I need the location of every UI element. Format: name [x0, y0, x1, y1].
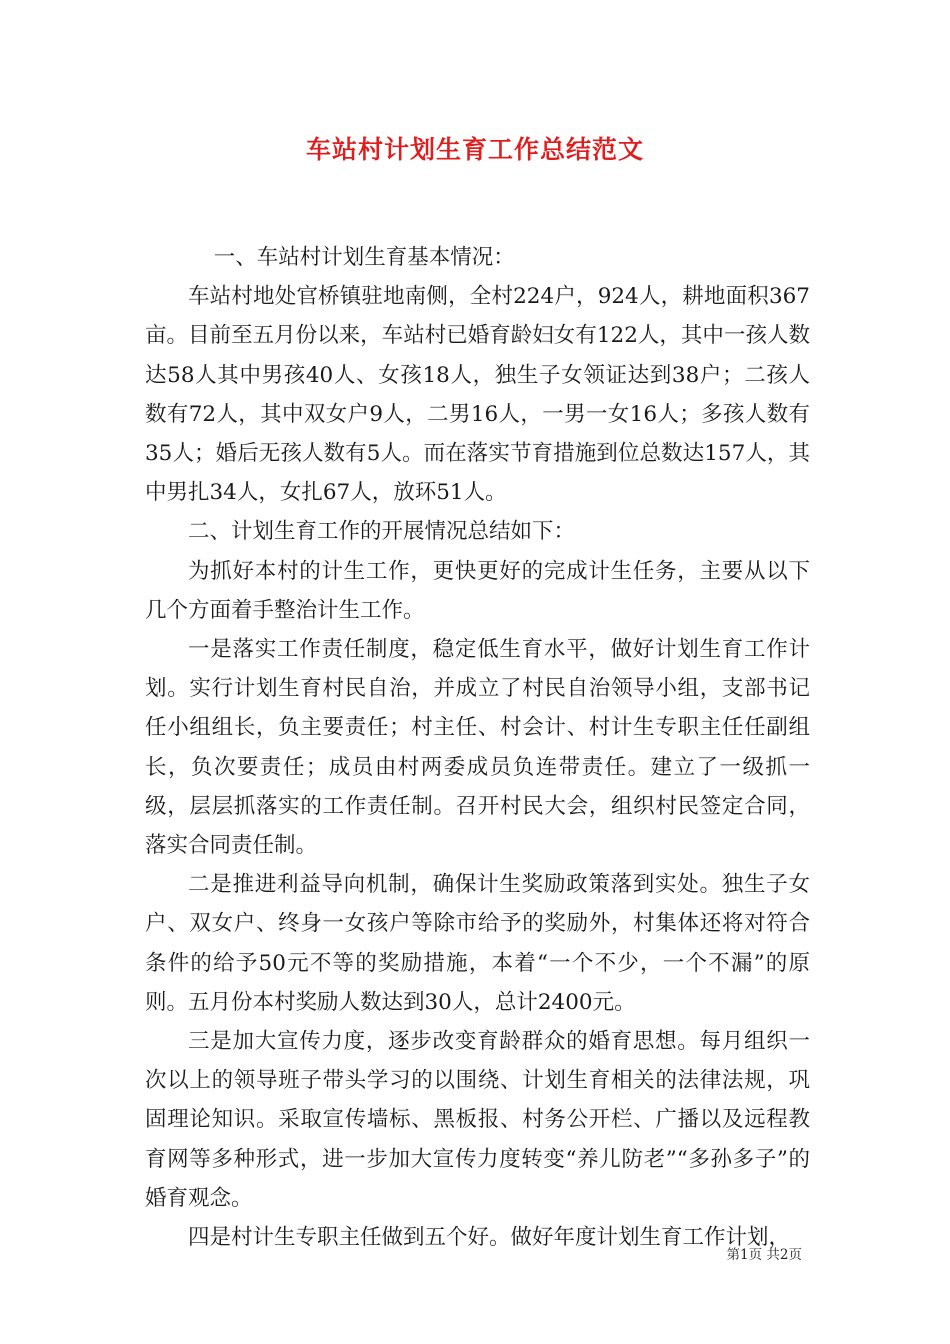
section-heading-1: 一、车站村计划生育基本情况： — [213, 245, 515, 270]
paragraph-point-2: 二是推进利益导向机制，确保计生奖励政策落到实处。独生子女户、双女户、终身一女孩户等除市给予的奖励外，村集体还将对符合条件的给予50元不等的奖励措施，本着“一个不少，一个不漏”的原则。五月份本村奖励人数达到30人，总计2400元。 — [145, 872, 810, 1015]
paragraph-point-4: 四是村计生专职主任做到五个好。做好年度计划生育工作计划， — [188, 1225, 791, 1251]
paragraph-intro: 为抓好本村的计生工作，更快更好的完成计生任务，主要从以下几个方面着手整治计生工作。 — [145, 558, 810, 623]
document-body — [145, 238, 810, 1257]
paragraph-point-1: 一是落实工作责任制度，稳定低生育水平，做好计划生育工作计划。实行计划生育村民自治，并成立了村民自治领导小组，支部书记任小组组长，负主要责任；村主任、村会计、村计生专职主任任副组长，负次要责任；成员由村两委成员负连带责任。建立了一级抓一级，层层抓落实的工作责任制。召开村民大会，组织村民签定合同，落实合同责任制。 — [145, 637, 810, 859]
section-heading-2: 二、计划生育工作的开展情况总结如下： — [188, 519, 576, 545]
page-number: 第1页 共2页 — [726, 1247, 802, 1263]
paragraph-point-3: 三是加大宣传力度，逐步改变育龄群众的婚育思想。每月组织一次以上的领导班子带头学习的以围绕、计划生育相关的法律法规，巩固理论知识。采取宣传墙标、黑板报、村务公开栏、广播以及远程教育网等多种形式，进一步加大宣传力度转变“养儿防老”“多孙多子”的婚育观念。 — [145, 1029, 810, 1211]
paragraph-basic-situation: 车站村地处官桥镇驻地南侧，全村224户，924人，耕地面积367亩。目前至五月份以来，车站村已婚育龄妇女有122人，其中一孩人数达58人其中男孩40人、女孩18人，独生子女领证达到38户；二孩人数有72人，其中双女户9人，二男16人，一男一女16人；多孩人数有35人；婚后无孩人数有5人。而在落实节育措施到位总数达157人，其中男扎34人，女扎67人，放环51人。 — [145, 284, 810, 506]
document-title: 车站村计划生育工作总结范文 — [305, 135, 644, 164]
